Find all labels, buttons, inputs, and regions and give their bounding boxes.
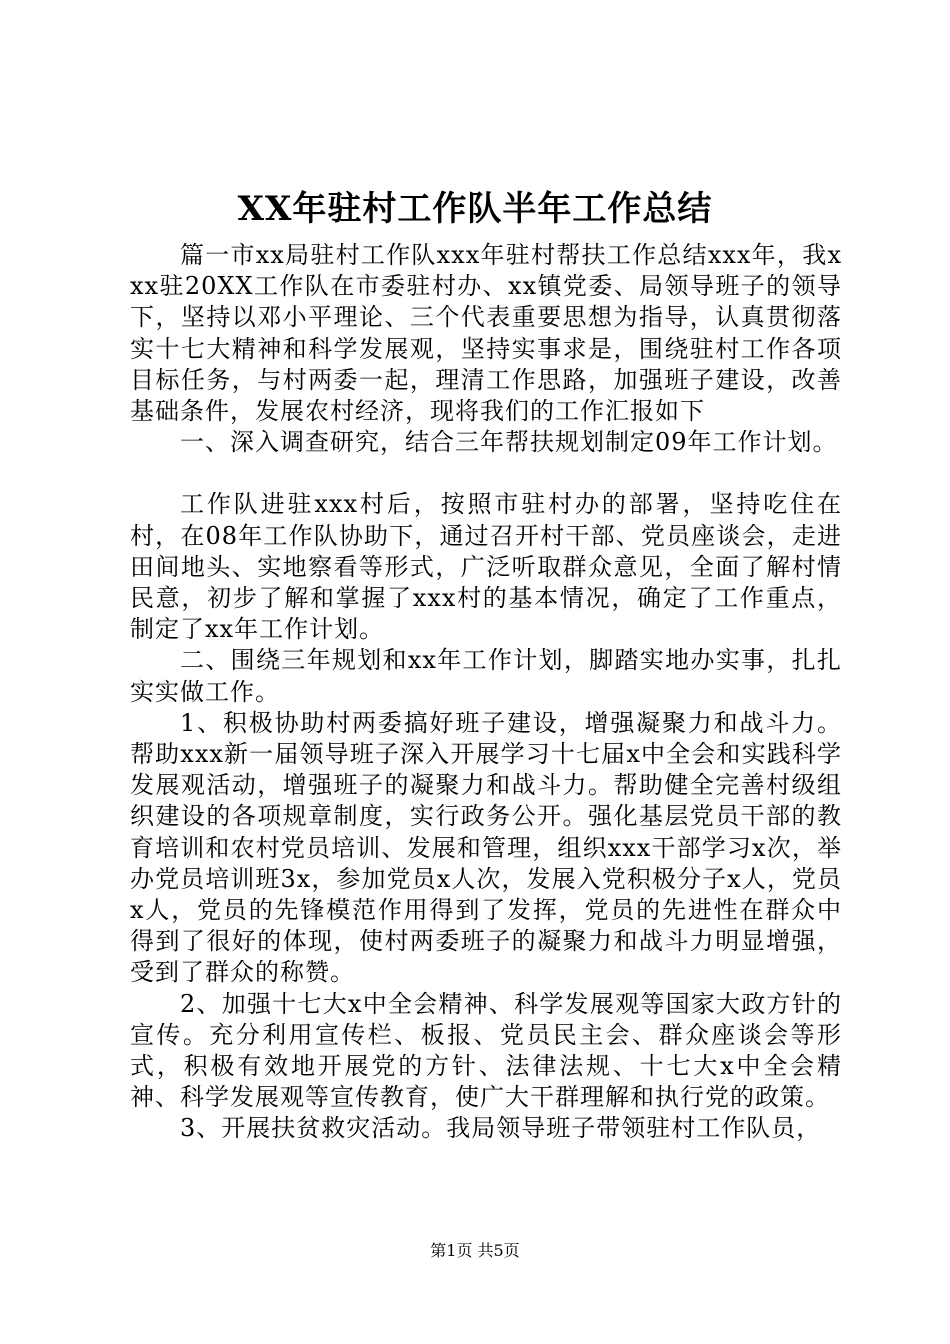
paragraph-section-1-heading: 一、深入调查研究，结合三年帮扶规划制定09年工作计划。 xyxy=(180,428,838,457)
paragraph-item-1: 1、积极协助村两委搞好班子建设，增强凝聚力和战斗力。帮助xxx新一届领导班子深入开展学习十七届x中全会和实践科学发展观活动，增强班子的凝聚力和战斗力。帮助健全完善村级组织建设的各项规章制度，实行政务公开。强化基层党员干部的教育培训和农村党员培训、发展和管理，组织xxx干部学习x次，举办党员培训班3x，参加党员x人次，发展入党积极分子x人，党员x人，党员的先锋模范作用得到了发挥，党员的先进性在群众中得到了很好的体现，使村两委班子的凝聚力和战斗力明显增强，受到了群众的称赞。 xyxy=(130,708,842,987)
paragraph-item-2: 2、加强十七大x中全会精神、科学发展观等国家大政方针的宣传。充分利用宣传栏、板报、党员民主会、群众座谈会等形式，积极有效地开展党的方针、法律法规、十七大x中全会精神、科学发展观等宣传教育，使广大干群理解和执行党的政策。 xyxy=(130,989,842,1112)
paragraph-section-2-heading: 二、围绕三年规划和xx年工作计划，脚踏实地办实事，扎扎实实做工作。 xyxy=(130,646,842,706)
page-footer: 第1页 共5页 xyxy=(430,1241,520,1260)
paragraph-intro: 篇一市xx局驻村工作队xxx年驻村帮扶工作总结xxx年，我xxx驻20XX工作队在市委驻村办、xx镇党委、局领导班子的领导下，坚持以邓小平理论、三个代表重要思想为指导，认真贯彻落实十七大精神和科学发展观，坚持实事求是，围绕驻村工作各项目标任务，与村两委一起，理清工作思路，加强班子建设，改善基础条件，发展农村经济，现将我们的工作汇报如下 xyxy=(130,241,842,426)
document-body xyxy=(130,240,842,1145)
paragraph-item-3: 3、开展扶贫救灾活动。我局领导班子带领驻村工作队员， xyxy=(180,1114,822,1143)
paragraph-section-1-body: 工作队进驻xxx村后，按照市驻村办的部署，坚持吃住在村，在08年工作队协助下，通过召开村干部、党员座谈会，走进田间地头、实地察看等形式，广泛听取群众意见，全面了解村情民意，初步了解和掌握了xxx村的基本情况，确定了工作重点，制定了xx年工作计划。 xyxy=(130,490,842,644)
document-title: XX年驻村工作队半年工作总结 xyxy=(237,189,713,229)
